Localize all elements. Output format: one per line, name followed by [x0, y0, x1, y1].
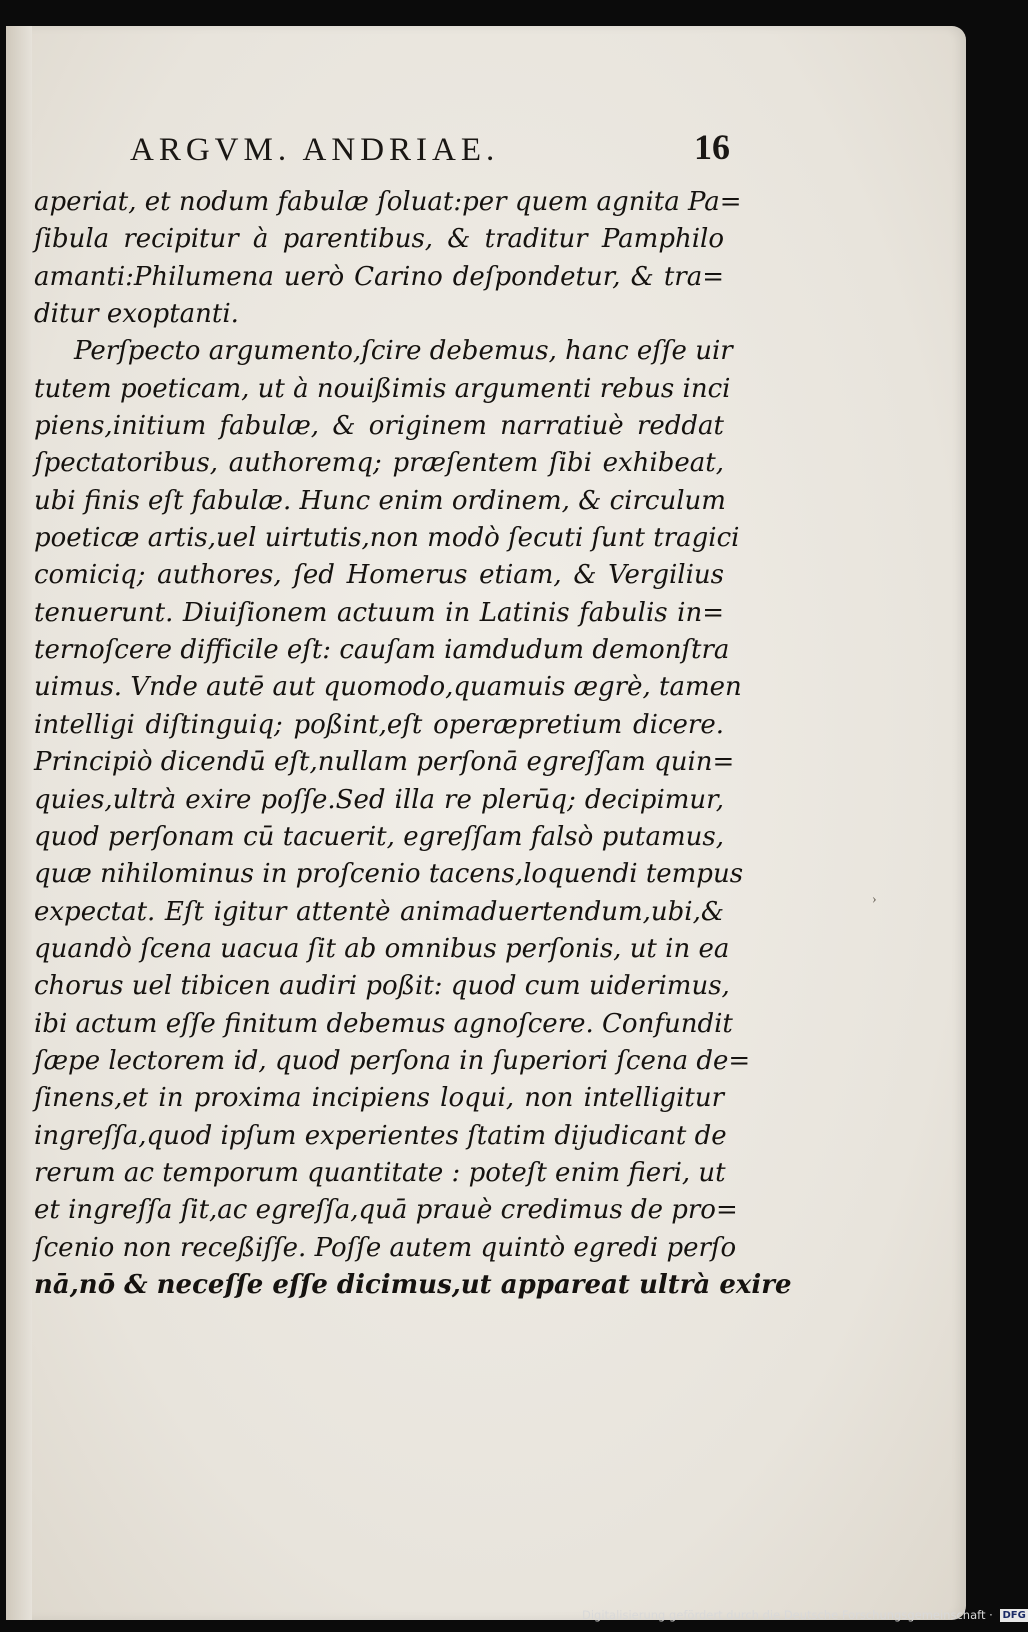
text-line: Perſpecto argumento,ſcire debemus, hanc eſſe uir — [74, 336, 733, 367]
dfg-logo: DFG — [1002, 1610, 1026, 1621]
running-head — [130, 127, 730, 172]
text-line: amanti:Philumena uerò Carino deſpondetur, & tra= — [34, 261, 724, 292]
text-line: tenuerunt. Diuiſionem actuum in Latinis fabulis in= — [34, 597, 724, 628]
page-gutter-shadow — [6, 26, 32, 1620]
text-line: poeticæ artis,uel uirtutis,non modò ſecuti ſunt tragici — [34, 523, 740, 554]
text-line: ſcenio non receßiſſe. Poſſe autem quintò egredi perſo — [34, 1232, 737, 1263]
text-line: quandò ſcena uacua ſit ab omnibus perſonis, ut in ea — [34, 933, 730, 964]
text-line: intelligi diſtinguiq; poßint,eſt operæpretium dicere. — [34, 709, 724, 740]
text-line: ſinens,et in proxima incipiens loqui, non intelligitur — [34, 1083, 724, 1114]
text-line: tutem poeticam, ut à nouißimis argumenti rebus inci — [34, 373, 731, 404]
main-text-block — [34, 184, 792, 1304]
text-line: et ingreſſa ſit,ac egreſſa,quā prauè credimus de pro= — [34, 1195, 738, 1226]
text-line: nā,nō & neceſſe eſſe dicimus,ut appareat ultrà exire — [34, 1269, 792, 1300]
text-line: ibi actum eſſe finitum debemus agnoſcere. Confundit — [34, 1008, 733, 1039]
text-line: uimus. Vnde autē aut quomodo,quamuis ægrè, tamen — [34, 672, 742, 703]
book-page — [6, 26, 966, 1620]
text-line: ubi finis eſt fabulæ. Hunc enim ordinem, & circulum — [34, 485, 726, 516]
text-line: ditur exoptanti. — [34, 299, 239, 330]
text-line: Principiò dicendū eſt,nullam perſonā egreſſam quin= — [34, 747, 735, 778]
digitization-credit — [582, 1608, 1026, 1628]
text-line: chorus uel tibicen audiri poßit: quod cum uiderimus, — [34, 971, 730, 1002]
text-line: quæ nihilominus in proſcenio tacens,loquendi tempus — [34, 859, 744, 890]
running-title: ARGVM. ANDRIAE. — [130, 132, 500, 168]
page-number: 16 — [694, 127, 730, 167]
margin-mark: › — [872, 892, 877, 907]
text-line: rerum ac temporum quantitate : poteſt enim fieri, ut — [34, 1157, 726, 1188]
text-line: ſpectatoribus, authoremq; præſentem ſibi exhibeat, — [34, 448, 724, 479]
text-line: ſibula recipitur à parentibus, & traditur Pamphilo — [34, 224, 724, 255]
text-line: expectat. Eſt igitur attentè animaduertendum,ubi,& — [34, 896, 724, 927]
text-line: ingreſſa,quod ipſum experientes ſtatim dijudicant de — [34, 1120, 727, 1151]
text-line: quies,ultrà exire poſſe.Sed illa re plerūq; decipimur, — [34, 784, 724, 815]
text-line: ternoſcere difficile eſt: cauſam iamdudum demonſtra — [34, 635, 730, 666]
credit-text: Digitalisierung gefördert durch die Deutsche Forschungsgemeinschaft · — [582, 1608, 993, 1622]
text-line: piens,initium fabulæ, & originem narratiuè reddat — [34, 411, 724, 442]
text-line: aperiat, et nodum fabulæ ſoluat:per quem agnita Pa= — [34, 187, 742, 217]
text-line: comiciq; authores, ſed Homerus etiam, & Vergilius — [34, 560, 724, 591]
text-line: quod perſonam cū tacuerit, egreſſam falsò putamus, — [34, 821, 724, 852]
text-line: ſæpe lectorem id, quod perſona in ſuperiori ſcena de= — [34, 1045, 751, 1076]
